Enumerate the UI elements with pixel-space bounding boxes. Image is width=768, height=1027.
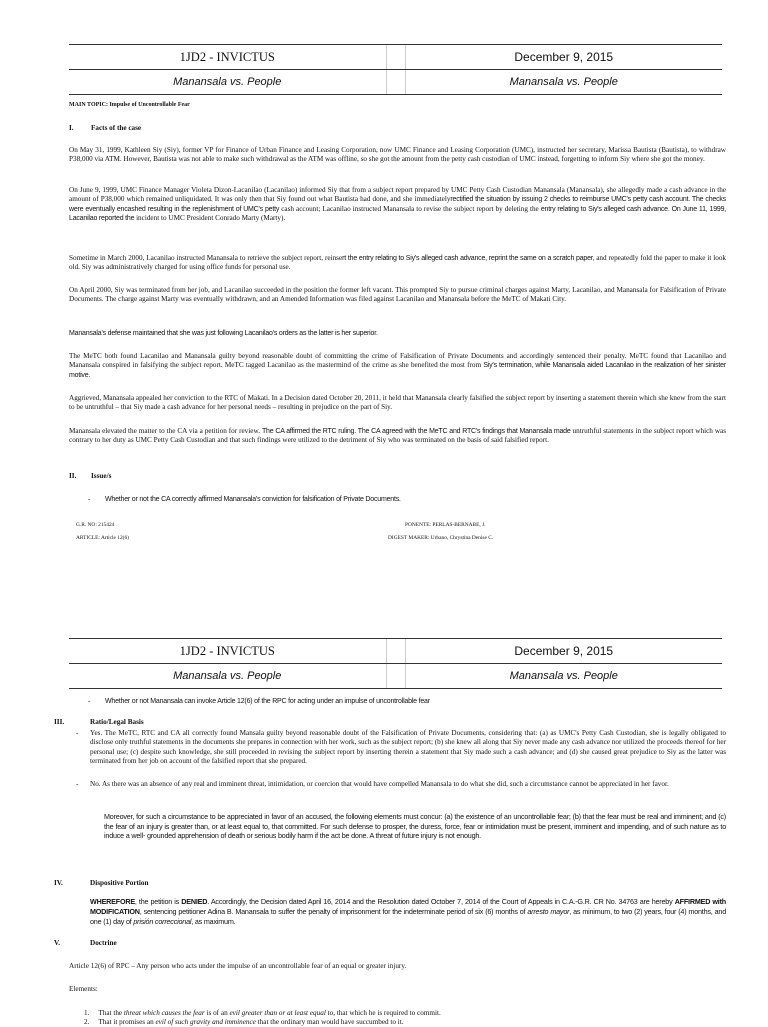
elements-list-item-2: 2. That it promises an evil of such gravity and imminence that the ordinary man would have succumbed to it. [84, 1018, 404, 1026]
bullet-dash: - [88, 495, 91, 503]
facts-paragraph-2: On June 9, 1999, UMC Finance Manager Violeta Dizon-Lacanilao (Lacanilao) informed Siy that from a subject report prepared by UMC Petty Cash Custodian Manansala (Manansala), she allegedly made a cash advance in the amount of P38,000 which remained unliquidated. It was only then that Siy found out what Bautista had done, and she immediatelyrectified the situation by issuing 2 checks to reimburse UMC's petty cash account. The checks were eventually encashed resulting in the replenishment of UMC's petty cash account; Lacanilao instructed Manansala to revise the subject report by deleting the entry relating to Siy's alleged cash advance. On June 11, 1999, Lacanilao reported the incident to UMC President Conrado Marty (Marty). [69, 186, 727, 223]
section-doctrine-heading: V. Doctrine [54, 939, 117, 947]
section-dispositive-heading: IV. Dispositive Portion [54, 879, 149, 887]
header-date: December 9, 2015 [514, 50, 614, 64]
doctrine-paragraph: Article 12(6) of RPC – Any person who acts under the impulse of an uncontrollable fear of an equal or greater injury. [69, 962, 407, 970]
elements-list-item-1: 1. That the threat which causes the fear is of an evil greater than or at least equal to, that which he is required to commit. [84, 1009, 441, 1017]
gr-number: G.R. NO: 215424 [76, 522, 115, 528]
header-date: December 9, 2015 [514, 644, 614, 658]
case-title-right: Manansala vs. People [509, 76, 618, 88]
dispositive-text: WHEREFORE, the petition is DENIED. Accordingly, the Decision dated April 16, 2014 and the Resolution dated October 7, 2014 of the Court of Appeals in C.A.-G.R. CR No. 34763 are hereby AFFIRMED with MODIFICATION, sentencing petitioner Adina B. Manansala to suffer the penalty of imprisonment for the indeterminate period of six (6) months of arresto mayor, as minimum, to two (2) years, four (4) months, and one (1) day of prisión correccional, as maximum. [90, 897, 726, 926]
ratio-bullet-1: - Yes. The MeTC, RTC and CA all correctly found Mansala guilty beyond reasonable doubt of the Falsification of Private Documents, considering that: (a) as UMC's Petty Cash Custodian, she is legally obligated to disclose only truthful statements in the documents she prepares in connection with her work, such as the subject report; (b) she knew all along that Siy never made any cash advance nor utilized the proceeds thereof for her personal use; (c) despite such knowledge, she still proceeded in revising the subject report by inserting therein a statement that Siy made such a cash advance; and (d) she caused great prejudice to Siy as the latter was terminated from her job on account of the falsified report that she prepared. [76, 729, 727, 766]
facts-paragraph-3: Sometime in March 2000, Lacanilao instructed Manansala to retrieve the subject report, reinsert the entry relating to Siy's alleged cash advance, reprint the same on a scratch paper, and repeatedly fold the paper to make it look old. Siy was administratively charged for using office funds for personal use. [69, 254, 727, 272]
ponente: PONENTE: PERLAS-BERNABE, J. [405, 522, 486, 528]
article-ref: ARTICLE: Article 12(6) [76, 535, 129, 541]
group-name: 1JD2 - INVICTUS [179, 49, 275, 64]
main-topic: MAIN TOPIC: Impulse of Uncontrollable Fear [69, 102, 190, 108]
case-title-left: Manansala vs. People [173, 76, 282, 88]
group-name: 1JD2 - INVICTUS [179, 643, 275, 658]
bullet-dash: - [88, 697, 91, 705]
facts-paragraph-1: On May 31, 1999, Kathleen Siy (Siy), former VP for Finance of Urban Finance and Leasing Corporation, now UMC Finance and Leasing Corporation (UMC), instructed her secretary, Marissa Bautista (Bautista), to withdraw P38,000 via ATM. However, Bautista was not able to make such withdrawal as the ATM was offline, so she got the amount from the petty cash custodian of UMC instead, forgetting to inform Siy where she got the money. [69, 146, 726, 164]
facts-paragraph-4: On April 2000, Siy was terminated from her job, and Lacanilao succeeded in the position the former left vacant. This prompted Siy to pursue criminal charges against Marty, Lacanilao, and Manansala for Falsification of Private Documents. The charge against Marty was eventually withdrawn, and an Amended Information was filed against Lacanilao and Manansala before the MeTC of Makati City. [69, 286, 726, 304]
ratio-bullet-2: - No. As there was an absence of any real and imminent threat, intimidation, or coercion that would have compelled Manansala to do what she did, such a circumstance cannot be appreciated in her favor. [76, 780, 669, 788]
elements-label: Elements: [69, 985, 98, 993]
case-title-right: Manansala vs. People [509, 670, 618, 682]
section-ratio-heading: III. Ratio/Legal Basis [54, 718, 144, 726]
page-header-1 [69, 44, 722, 95]
section-issues-heading: II. Issue/s [69, 472, 112, 480]
facts-paragraph-5: Manansala's defense maintained that she was just following Lacanilao's orders as the latter is her superior. [69, 330, 378, 337]
facts-paragraph-7: Aggrieved, Manansala appealed her conviction to the RTC of Makati. In a Decision dated October 20, 2011, it held that Manansala clearly falsified the subject report by inserting a statement therein which she knew from the start to be untruthful – that Siy made a cash advance for her personal needs – resulting in prejudice on the part of Siy. [69, 394, 726, 412]
ratio-paragraph-3: Moreover, for such a circumstance to be appreciated in favor of an accused, the following elements must concur: (a) the existence of an uncontrollable fear; (b) that the fear must be real and imminent; and (c) the fear of an injury is greater than, or at least equal to, that committed. For such defense to prosper, the duress, force, fear or intimidation must be present, imminent and impending, and of such nature as to induce a well- grounded apprehension of death or serious bodily harm if the act be done. A threat of future injury is not enough. [104, 812, 726, 841]
facts-paragraph-6: The MeTC both found Lacanilao and Manansala guilty beyond reasonable doubt of committing the crime of Falsification of Private Documents and accordingly sentenced their penalty. MeTC found that Lacanilao and Manansala conspired in falsifying the subject report. MeTC tagged Lacanilao as the mastermind of the crime as she benefited the most from Siy's termination, while Manansala aided Lacanilao in the realization of her sinister motive. [69, 352, 727, 379]
section-facts-heading: I. Facts of the case [69, 124, 142, 132]
case-title-left: Manansala vs. People [173, 670, 282, 682]
facts-paragraph-8: Manansala elevated the matter to the CA via a petition for review. The CA affirmed the RTC ruling. The CA agreed with the MeTC and RTC's findings that Manansala made untruthful statements in the subject report which was contrary to her duty as UMC Petty Cash Custodian and that such findings were utilized to the detriment of Siy who was terminated on the basis of said falsified report. [69, 427, 727, 445]
digest-maker: DIGEST MAKER: Urbano, Chrystina Denise C. [388, 535, 494, 541]
page-header-2 [69, 638, 722, 689]
